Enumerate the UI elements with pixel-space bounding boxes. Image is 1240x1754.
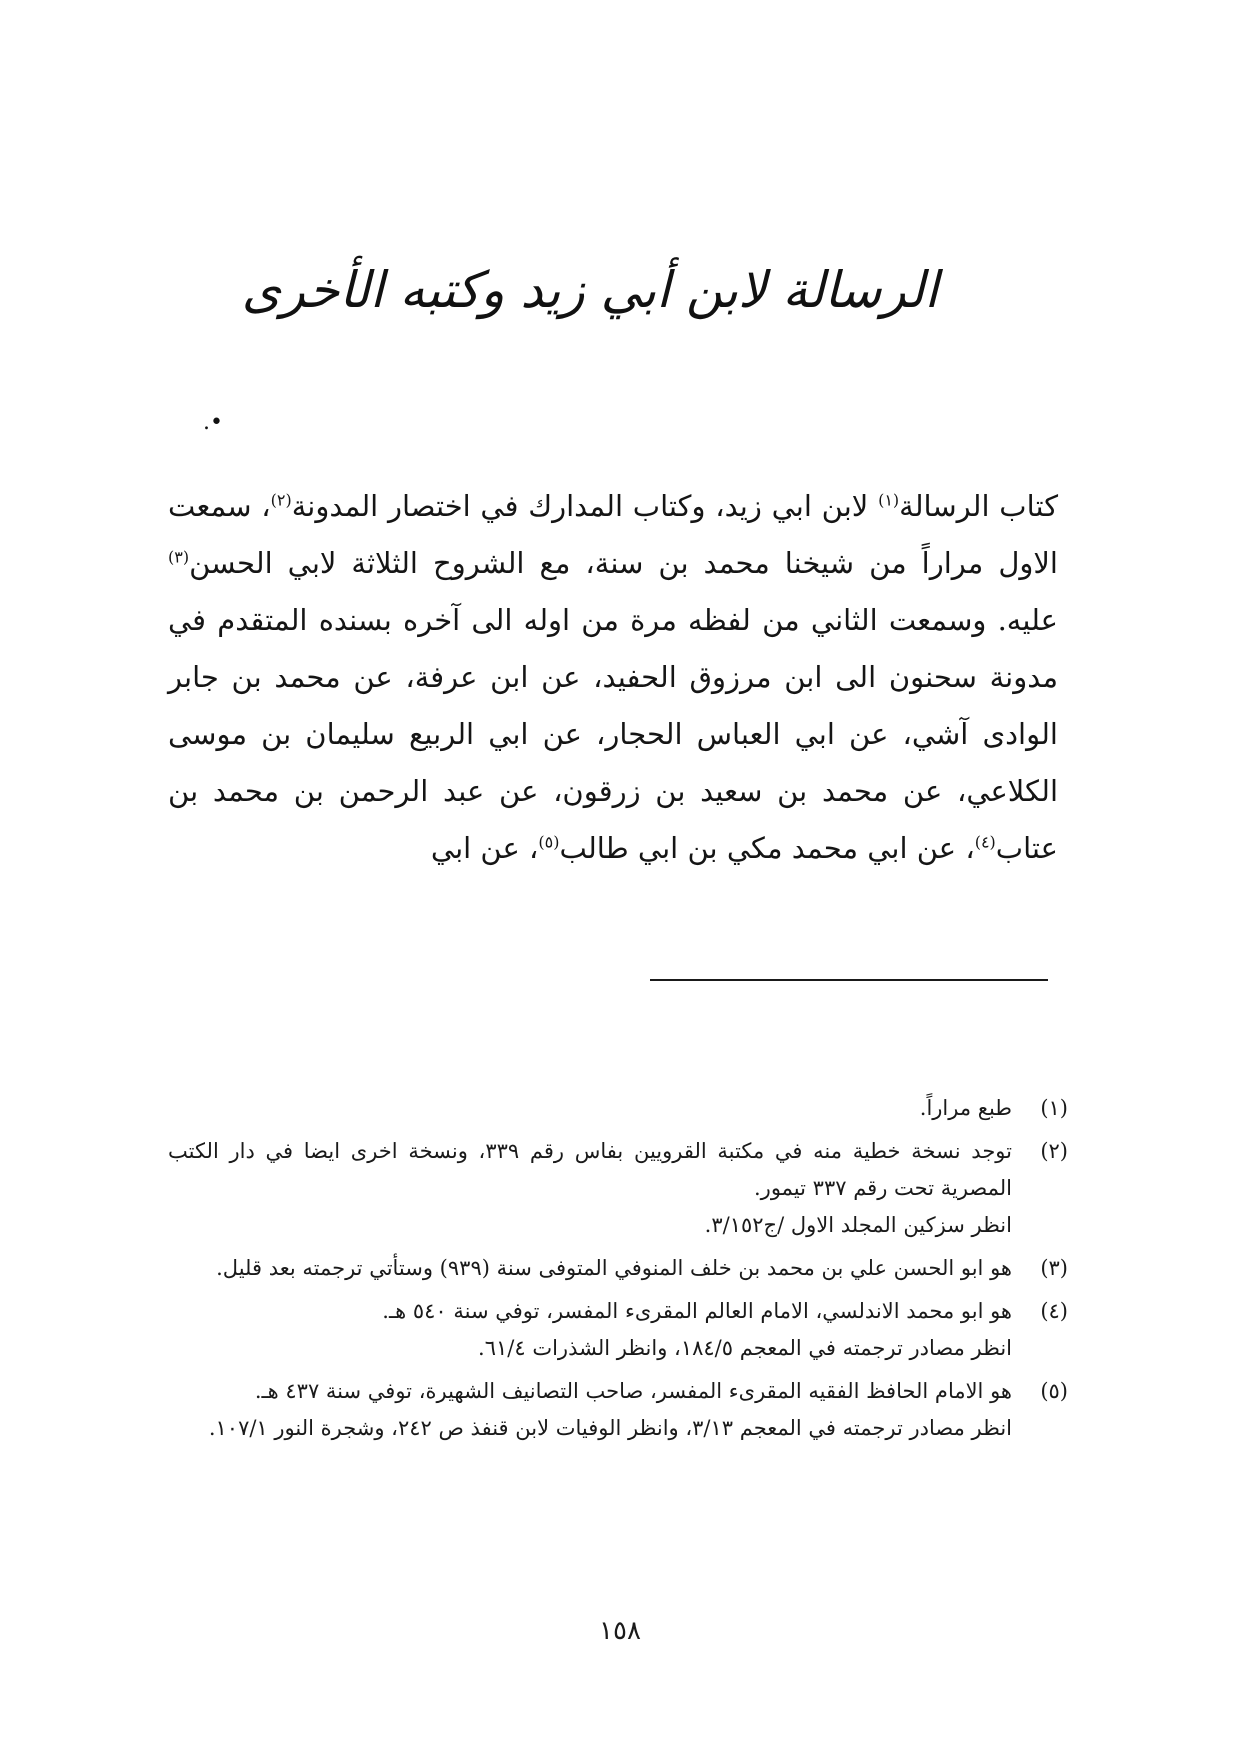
body-line-5: عرفة، عن محمد بن جابر الوادى آشي، عن ابي العباس الحجار، عن ابي <box>168 660 1058 751</box>
footnote-text: هو ابو محمد الاندلسي، الامام العالم المقرىء المفسر، توفي سنة ٥٤٠ هـ. <box>382 1299 1012 1323</box>
main-paragraph <box>168 478 1058 877</box>
footnote-number: (٥) <box>1040 1379 1068 1403</box>
body-line-4: آخره بسنده المتقدم في مدونة سحنون الى ابن مرزوق الحفيد، عن ابن <box>168 603 1058 694</box>
footnote-ref-1[interactable]: (١) <box>878 490 900 510</box>
footnote-text: توجد نسخة خطية منه في مكتبة القرويين بفاس رقم ٣٣٩، ونسخة اخرى ايضا في دار الكتب المصرية تحت رقم ٣٣٧ تيمور. <box>168 1139 1013 1200</box>
footnote-number: (٣) <box>1040 1256 1068 1280</box>
footnote-text: انظر سزكين المجلد الاول /ج٣/١٥٢. <box>704 1213 1012 1237</box>
footnote-1 <box>168 1090 1068 1127</box>
footnote-4 <box>168 1293 1068 1367</box>
footnote-2 <box>168 1133 1068 1244</box>
body-line-7: الرحمن بن محمد بن عتاب$^{(٤)}$، عن ابي محمد مكي بن ابي طالب$^{(٥)}$، عن ابي <box>168 774 1058 865</box>
footnote-5 <box>168 1373 1068 1447</box>
footnote-ref-4[interactable]: (٤) <box>974 832 996 852</box>
footnote-text: هو ابو الحسن علي بن محمد بن خلف المنوفي المتوفى سنة (٩٣٩) وستأتي ترجمته بعد قليل. <box>216 1256 1012 1280</box>
footnote-number: (١) <box>1040 1096 1068 1120</box>
footnote-ref-3[interactable]: (٣) <box>168 547 190 567</box>
body-line-1: كتاب الرسالة$^{(١)}$ لابن ابي زيد، وكتاب المدارك في اختصار <box>387 489 1058 523</box>
body-line-3: الثلاثة لابي الحسن$^{(٣)}$ عليه. وسمعت الثاني من لفظه مرة من اوله الى <box>168 546 1058 637</box>
footnote-ref-2[interactable]: (٢) <box>270 490 292 510</box>
body-line-6: الربيع سليمان بن موسى الكلاعي، عن محمد بن سعيد بن زرقون، عن عبد <box>168 717 1059 808</box>
page-number: ١٥٨ <box>599 1616 641 1646</box>
footnote-number: (٤) <box>1040 1299 1068 1323</box>
ornament-dot: .• <box>203 410 223 435</box>
footnote-separator <box>650 979 1048 981</box>
footnote-text: انظر مصادر ترجمته في المعجم ١٨٤/٥، وانظر الشذرات ٦١/٤. <box>478 1336 1012 1360</box>
footnote-ref-5[interactable]: (٥) <box>538 832 560 852</box>
footnote-text: انظر مصادر ترجمته في المعجم ٣/١٣، وانظر الوفيات لابن قنفذ ص ٢٤٢، وشجرة النور ١٠٧/١. <box>208 1416 1012 1440</box>
body-line-2: المدونة$^{(٢)}$، سمعت الاول مراراً من شيخنا محمد بن سنة، مع الشروح <box>168 489 1058 580</box>
footnote-text: طبع مراراً. <box>919 1096 1012 1120</box>
footnotes-section <box>168 1090 1068 1453</box>
page-title: الرسالة لابن أبي زيد وكتبه الأخرى <box>241 261 939 319</box>
footnote-3 <box>168 1250 1068 1287</box>
footnote-text: هو الامام الحافظ الفقيه المقرىء المفسر، صاحب التصانيف الشهيرة، توفي سنة ٤٣٧ هـ. <box>254 1379 1012 1403</box>
footnote-number: (٢) <box>1040 1139 1068 1163</box>
